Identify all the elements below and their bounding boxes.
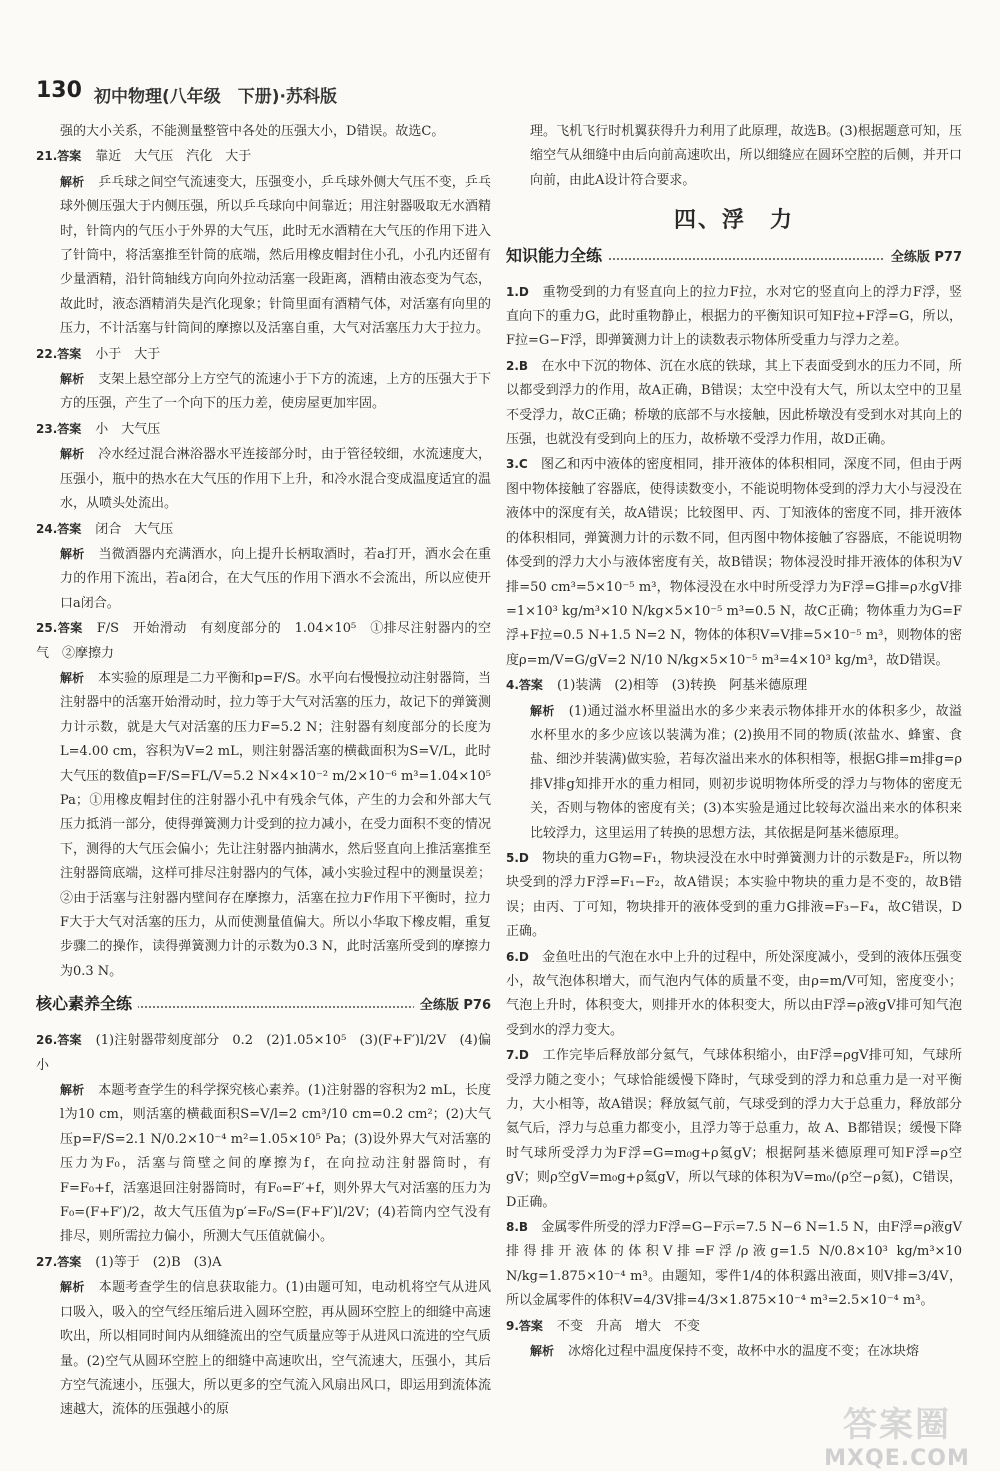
explanation-label: 解析 [60,546,85,561]
answer-label: 答案 [518,1318,543,1333]
answer-label: 答案 [57,149,82,164]
page-header [36,78,966,114]
explanation-text: 本题考查学生的科学探究核心素养。(1)注射器的容积为2 mL，长度l为10 cm，则活塞的横截面积S=V/l=2 cm³/10 cm=0.2 cm²；(2)大气压p=F/S=2.1 N/0.2×10⁻⁴ m²=1.05×10⁵ Pa；(3)设外界大气对活塞的压力为F₀，活塞与筒壁之间的摩擦为f，在向拉动注射器筒时，有F=F₀+f，活塞退回注射器筒时，有F₀=F′+f，则外界大气对活塞的压力为F₀=(F+F′)/2，故大气压值为p′=F₀/S=(F+F′)l/2V；(4)若筒内空气没有排尽，则所需拉力偏小，所测大气压值就偏小。 [60,1083,491,1245]
section-ref: 全练版 P76 [414,994,491,1018]
explanation-label: 解析 [60,174,85,189]
question-number: 8.B [506,1220,529,1235]
section-title: 核心素养全练 [36,992,138,1016]
question-number: 25. [36,621,58,636]
answer-23 [36,417,491,442]
question-number: 9. [506,1318,519,1333]
explanation-label: 解析 [60,1280,85,1295]
answer-8 [506,1215,962,1314]
explanation-label: 解析 [60,1083,85,1098]
answer-label: 答案 [57,1033,82,1048]
explanation-22 [36,367,491,417]
question-number: 3.C [506,457,528,472]
answer-24 [36,517,491,542]
answer-text: 小于 大于 [95,346,161,362]
answer-label: 答案 [57,421,82,436]
explanation-label: 解析 [530,703,555,718]
watermark-logo: 答案圈 [843,1405,951,1445]
answer-text: 靠近 大气压 汽化 大于 [95,149,252,165]
answer-1 [506,280,962,354]
explanation-text: 支架上悬空部分上方空气的流速小于下方的流速，上方的压强大于下方的压强，产生了一个向下的压力差，使房屋更加牢固。 [60,372,491,412]
question-number: 4. [506,678,519,693]
answer-label: 答案 [57,1254,82,1269]
continued-text: 理。飞机飞行时机翼获得升力利用了此原理，故选B。(3)根据题意可知，压缩空气从细缝中由后向前高速吹出，所以细缝应在圆环空腔的后侧，并开口向前，由此A设计符合要求。 [530,124,962,188]
answer-text: 在水中下沉的物体、沉在水底的铁球，其上下表面受到水的压力不同，所以都受到浮力的作用，故A正确，B错误；太空中没有大气，所以太空中的卫星不受浮力，故C正确；桥墩的底部不与水接触，因此桥墩没有受到水对其向上的压强，也就没有受到向上的压力，故桥墩不受浮力作用，故D正确。 [506,358,962,448]
explanation-9 [506,1339,962,1364]
answer-text: F/S 开始滑动 有刻度部分的 1.04×10⁵ ①排尽注射器内的空气 ②摩擦力 [36,621,491,661]
watermark [812,1397,982,1469]
section-title: 知识能力全练 [506,244,608,268]
answer-7 [506,1043,962,1215]
page-number: 130 [36,78,82,103]
explanation-text: 当微酒器内充满酒水，向上提升长柄取酒时，若a打开，酒水会在重力的作用下流出，若a闭合，在大气压的作用下酒水不会流出，所以应使开口a闭合。 [60,546,491,611]
answer-label: 答案 [57,521,82,536]
question-number: 6.D [506,949,529,964]
answer-26 [36,1028,491,1078]
right-column [506,120,962,1365]
book-title: 初中物理(八年级 下册)·苏科版 [94,87,337,107]
watermark-url: MXQE.COM [824,1446,970,1471]
question-number: 23. [36,421,58,436]
question-number: 21. [36,149,58,164]
answer-text: 工作完毕后释放部分氦气，气球体积缩小，由F浮=ρgV排可知，气球所受浮力随之变小；气球恰能缓慢下降时，气球受到的浮力和总重力是一对平衡力，大小相等，故A错误；释放氦气前，气球受到的浮力大于总重力，释放部分氦气后，浮力与总重力都变小，且浮力等于总重力，故 A、B都错误；缓慢下降时气球所受浮力为F浮=G=m₀g+ρ氦gV；根据阿基米德原理可知F浮=ρ空gV；则ρ空gV=m₀g+ρ氦gV，所以气球的体积为V=m₀/(ρ空−ρ氦)，C错误，D正确。 [506,1048,962,1210]
explanation-label: 解析 [530,1344,555,1359]
answer-25 [36,616,491,666]
explanation-label: 解析 [60,372,85,387]
question-number: 2.B [506,358,529,373]
explanation-text: 冷水经过混合淋浴器水平连接部分时，由于管径较细，水流速度大，压强小，瓶中的热水在大气压的作用下上升，和冷水混合变成温度适宜的温水，从喷头处流出。 [60,447,491,512]
answer-3 [506,452,962,673]
explanation-label: 解析 [60,670,85,685]
explanation-text: 乒乓球之间空气流速变大，压强变小，乒乓球外侧大气压不变，乒乓球外侧压强大于内侧压强，所以乒乓球向中间靠近；用注射器吸取无水酒精时，针筒内的气压小于外界的大气压，此时无水酒精在大气压的作用下进入了针筒中，将活塞推至针筒的底端，然后用橡皮帽封住小孔，小孔内还留有少量酒精，沿针筒轴线方向向外拉动活塞一段距离，酒精由液态变为气态，故此时，液态酒精消失是汽化现象；针筒里面有酒精气体，对活塞有向里的压力，不计活塞与针筒间的摩擦以及活塞自重，大气对活塞压力大于拉力。 [60,174,491,337]
answer-text: 重物受到的力有竖直向上的拉力F拉，水对它的竖直向上的浮力F浮，竖直向下的重力G，此时重物静止，根据力的平衡知识可知F拉+F浮=G，所以，F拉=G−F浮，即弹簧测力计上的读数表示物体所受重力与浮力之差。 [506,284,962,349]
question-number: 26. [36,1033,58,1048]
section-header-core [36,990,491,1020]
explanation-25 [36,666,491,984]
chapter-title: 四、浮 力 [673,208,794,234]
answer-text: (1)等于 (2)B (3)A [95,1254,222,1270]
question-number: 24. [36,521,58,536]
section-header-knowledge [506,242,962,272]
answer-label: 答案 [518,678,543,693]
section-ref: 全练版 P77 [885,246,962,270]
answer-27 [36,1250,491,1275]
answer-label: 答案 [57,346,82,361]
answer-2 [506,354,962,453]
answer-text: 小 大气压 [95,421,161,437]
explanation-text: 本题考查学生的信息获取能力。(1)由题可知，电动机将空气从进风口吸入，吸入的空气经压缩后进入圆环空腔，再从圆环空腔上的细缝中高速吹出，所以相同时间内从细缝流出的空气质量应等于从进风口流进的空气质量。(2)空气从圆环空腔上的细缝中高速吹出，空气流速大，压强小，其后方空气流速小，压强大，所以更多的空气流入风扇出风口，即运用到流体流速越大，流体的压强越小的原 [60,1280,491,1418]
explanation-24 [36,542,491,616]
answer-9 [506,1314,962,1339]
question-number: 1.D [506,284,529,299]
answer-text: 金属零件所受的浮力F浮=G−F示=7.5 N−6 N=1.5 N，由F浮=ρ液gV排得排开液体的体积V排=F浮/ρ液g=1.5 N/0.8×10³ kg/m³×10 N/kg=1.875×10⁻⁴ m³。由题知，零件1/4的体积露出液面，则V排=3/4V，所以金属零件的体积V=4/3V排=4/3×1.875×10⁻⁴ m³=2.5×10⁻⁴ m³。 [506,1220,962,1309]
explanation-text: (1)通过溢水杯里溢出水的多少来表示物体排开水的体积多少，故溢水杯里水的多少应该以装满为准；(2)换用不同的物质(浓盐水、蜂蜜、食盐、细沙并装满)做实验，若每次溢出来水的体积相等，根据G排=m排g=ρ排V排g知排开水的重力相同，则初步说明物体所受的浮力与物体的密度无关，否则与物体的密度有关；(3)本实验是通过比较每次溢出来水的体积来比较浮力，这里运用了转换的思想方法，其依据是阿基米德原理。 [530,703,962,841]
answer-5 [506,846,962,945]
answer-text: 闭合 大气压 [95,521,174,537]
explanation-4 [506,699,962,846]
answer-4 [506,673,962,698]
answer-text: 金鱼吐出的气泡在水中上升的过程中，所处深度减小，受到的液体压强变小，故气泡体积增大，而气泡内气体的质量不变，由ρ=m/V可知，密度变小；气泡上升时，体积变大，则排开水的体积变大，所以由F浮=ρ液gV排可知气泡受到水的浮力变大。 [506,949,962,1038]
explanation-23 [36,442,491,516]
question-number: 5.D [506,850,529,865]
left-column [36,120,491,1423]
answer-text: (1)注射器带刻度部分 0.2 (2)1.05×10⁵ (3)(F+F′)l/2V (4)偏小 [36,1033,491,1073]
answer-label: 答案 [57,621,83,636]
explanation-21 [36,170,491,342]
explanation-26 [36,1078,491,1250]
answer-text: (1)装满 (2)相等 (3)转换 阿基米德原理 [556,678,808,694]
answer-text: 不变 升高 增大 不变 [556,1318,700,1334]
answer-text: 图乙和丙中液体的密度相同，排开液体的体积相同，深度不同，但由于两图中物体接触了容器底，使得读数变小，不能说明物体受到的浮力大小与浸没在液体中的深度有关，故A错误；比较图甲、丙、丁知液体的密度不同，排开液体的体积相同，弹簧测力计的示数不同，但丙图中物体接触了容器底，不能说明物体受到的浮力大小与液体密度有关，故B错误；物体浸没时排开液体的体积为V排=50 cm³=5×10⁻⁵ m³，物体浸没在水中时所受浮力为F浮=G排=ρ水gV排=1×10³ kg/m³×10 N/kg×5×10⁻⁵ m³=0.5 N，故C正确；物体重力为G=F浮+F拉=0.5 N+1.5 N=2 N，物体的体积V=V排=5×10⁻⁵ m³，则物体的密度ρ=m/V=G/gV=2 N/10 N/kg×5×10⁻⁵ m³=4×10³ kg/m³，故D错误。 [506,457,962,668]
continued-text: 强的大小关系，不能测量整管中各处的压强大小，D错误。故选C。 [60,124,445,139]
answer-text: 物块的重力G物=F₁，物块浸没在水中时弹簧测力计的示数是F₂，所以物块受到的浮力F浮=F₁−F₂，故A错误；本实验中物块的重力是不变的，故B错误；由丙、丁可知，物块排开的液体受到的重力G排液=F₃−F₄，故C错误，D正确。 [506,850,962,940]
answer-6 [506,945,962,1044]
question-number: 22. [36,346,58,361]
explanation-27 [36,1275,491,1422]
answer-21 [36,144,491,169]
question-number: 27. [36,1254,58,1269]
explanation-label: 解析 [60,447,85,462]
answer-22 [36,342,491,367]
explanation-text: 本实验的原理是二力平衡和p=F/S。水平向右慢慢拉动注射器筒，当注射器中的活塞开始滑动时，拉力等于大气对活塞的压力，故记下的弹簧测力计示数，就是大气对活塞的压力F=5.2 N；注射器有刻度部分的长度为L=4.00 cm，容积为V=2 mL，则注射器活塞的横截面积为S=V/L，此时大气压的数值p=F/S=FL/V=5.2 N×4×10⁻² m/2×10⁻⁶ m³=1.04×10⁵ Pa；①用橡皮帽封住的注射器小孔中有残余气体，产生的力会和外部大气压力抵消一部分，使得弹簧测力计受到的拉力减小，在受力面积不变的情况下，测得的大气压会偏小；先让注射器内抽满水，然后竖直向上推活塞推至注射器筒底端，这样可排尽注射器内的气体，减小实验过程中的测量误差；②由于活塞与注射器内壁间存在摩擦力，活塞在拉力F作用下平衡时，拉力F大于大气对活塞的压力，从而使测量值偏大。所以小华取下橡皮帽，重复步骤二的操作，读得弹簧测力计的示数为0.3 N，此时活塞所受到的摩擦力为0.3 N。 [60,670,491,979]
explanation-text: 冰熔化过程中温度保持不变，故杯中水的温度不变；在冰块熔 [568,1344,920,1360]
question-number: 7.D [506,1048,529,1063]
